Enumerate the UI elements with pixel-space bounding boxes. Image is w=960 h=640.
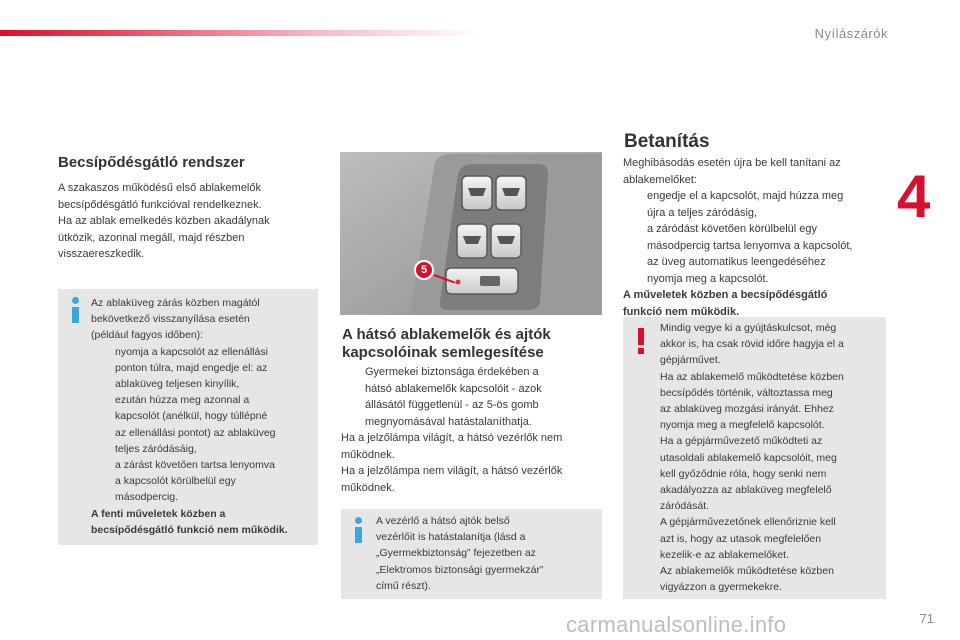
bullet-icon	[623, 188, 647, 221]
page-number: 71	[919, 611, 934, 626]
list-item: engedje el a kapcsolót, majd húzza meg újra a teljes záródásig,	[623, 188, 885, 221]
list-item: az üveg automatikus leengedéséhez nyomja meg a kapcsolót.	[623, 254, 885, 287]
watermark: carmanualsonline.info	[566, 612, 787, 637]
bullet-icon	[91, 344, 115, 393]
info-icon	[70, 297, 82, 323]
rear-lock-body: Gyermekei biztonsága érdekében a hátsó ablakemelők kapcsolóit - azok állásától függetlenül - az 5-ös gomb megnyomásával hatástalaníthatja. Ha a jelzőlámpa világít, a hátsó vezérlők nem működnek. Ha a jelzőlámpa nem világít, a hátsó vezérlők működnek.	[341, 364, 603, 496]
rear-lock-title: A hátsó ablakemelők és ajtók kapcsolóinak semlegesítése	[342, 326, 551, 361]
reinit-title: Betanítás	[624, 131, 710, 152]
list-item: a zárást követően tartsa lenyomva a kapcsolót körülbelül egy másodpercig.	[91, 457, 310, 506]
list-item: Gyermekei biztonsága érdekében a hátsó ablakemelők kapcsolóit - azok állásától függetlenül - az 5-ös gomb megnyomásával hatástalaníthatja.	[341, 364, 603, 430]
safety-warning-box: Mindig vegye ki a gyújtáskulcsot, még akkor is, ha csak rövid időre hagyja el a gépjárművet. Ha az ablakemelő működtetése közben becsípődés történik, változtassa meg az ablaküveg mozgási irányát. Ehhez nyomja meg a megfelelő kapcsolót. Ha a gépjárművezető működteti az utasoldali ablakemelő kapcsolóit, meg kell győződnie róla, hogy senki nem akadályozza az ablaküveg megfelelő záródását. A gépjárművezetőnek ellenőriznie kell azt is, hogy az utasok megfelelően kezelik-e az ablakemelőket. Az ablakemelők működtetése közben vigyázzon a gyermekekre.	[623, 317, 886, 599]
reinit-body: Meghibásodás esetén újra be kell tanítani az ablakemelőket: engedje el a kapcsolót, majd húzza meg újra a teljes záródásig, a záródást követően körülbelül egy másodpercig tartsa lenyomva a kapcsolót, az üveg automatikus leengedéséhez nyomja meg a kapcsolót. A műveletek közben a becsípődésgátló funkció nem működik.	[623, 155, 885, 320]
header-accent-bar	[0, 30, 480, 36]
anti-pinch-title: Becsípődésgátló rendszer	[58, 154, 245, 171]
list-item: a záródást követően körülbelül egy másodpercig tartsa lenyomva a kapcsolót,	[623, 221, 885, 254]
bullet-icon	[623, 254, 647, 287]
list-item: nyomja a kapcsolót az ellenállási ponton túlra, majd engedje el: az ablaküveg teljesen kinyílik,	[91, 344, 310, 393]
bullet-icon	[91, 457, 115, 506]
window-switch-photo	[340, 152, 602, 315]
chapter-title: Nyílászárók	[814, 26, 888, 41]
list-item: ezután húzza meg azonnal a kapcsolót (anélkül, hogy túllépné az ellenállási pontot) az ablaküveg teljes záródásáig,	[91, 392, 310, 457]
info-icon	[353, 517, 365, 543]
bullet-icon	[341, 364, 365, 430]
anti-pinch-info-box: Az ablaküveg zárás közben magától bekövetkező visszanyílása esetén (például fagyos időben): nyomja a kapcsolót az ellenállási ponton túlra, majd engedje el: az ablaküveg teljesen kinyílik, ezután húzza meg azonnal a kapcsolót (anélkül, hogy túllépné az ellenállási pontot) az ablaküveg teljes záródásáig, a zárást követően tartsa lenyomva a kapcsolót körülbelül egy másodpercig. A fenti műveletek közben a becsípődésgátló funkció nem működik.	[58, 289, 318, 545]
chapter-number: 4	[897, 163, 931, 230]
anti-pinch-note: A fenti műveletek közben a becsípődésgátló funkció nem működik.	[91, 507, 288, 536]
reinit-note: A műveletek közben a becsípődésgátló funkció nem működik.	[623, 289, 828, 318]
bullet-icon	[91, 392, 115, 457]
warning-exclamation-icon	[636, 328, 648, 354]
window-switch-illustration	[340, 152, 602, 315]
callout-badge: 5	[414, 260, 434, 280]
rear-lock-info-box: A vezérlő a hátsó ajtók belső vezérlőit is hatástalanítja (lásd a „Gyermekbiztonság” fejezetben az „Elektromos biztonsági gyermekzár” című részt).	[341, 509, 602, 599]
anti-pinch-body: A szakaszos működésű első ablakemelők becsípődésgátló funkcióval rendelkeznek. Ha az ablak emelkedés közben akadálynak ütközik, azonnal megáll, majd részben visszaereszkedik.	[58, 182, 270, 260]
bullet-icon	[623, 221, 647, 254]
